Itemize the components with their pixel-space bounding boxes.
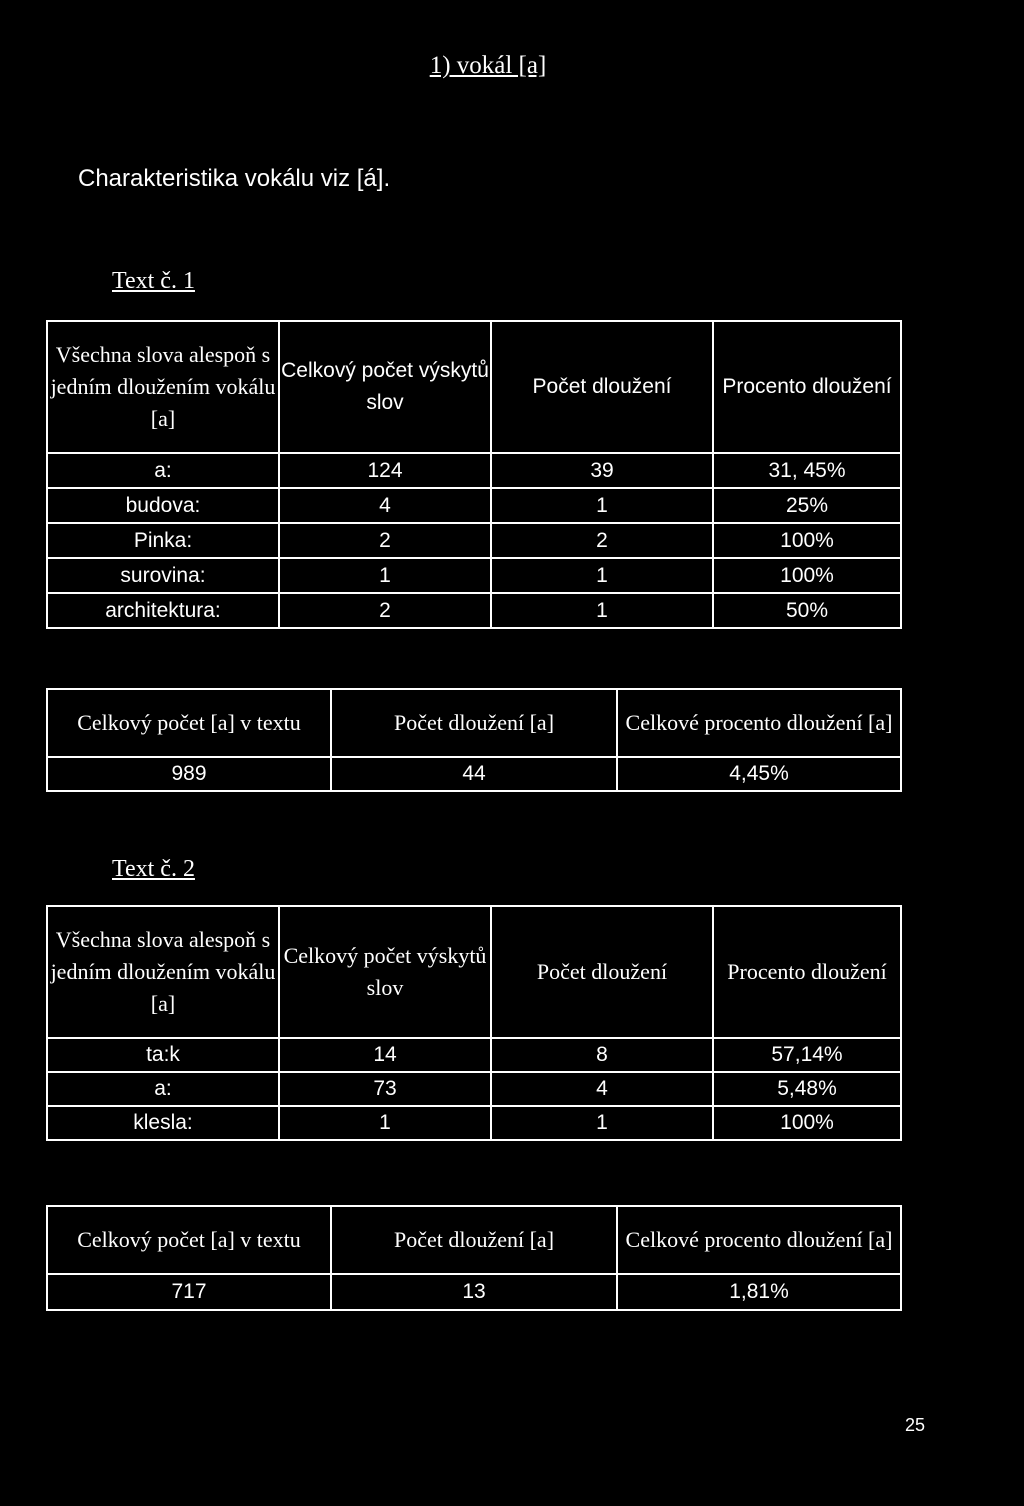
total-percent-value: 1,81% <box>617 1274 901 1310</box>
header-all-words: Všechna slova alespoň s jedním dloužením vokálu [a] <box>47 906 279 1038</box>
percent-cell: 100% <box>713 1106 901 1140</box>
header-total-count: Celkový počet výskytů slov <box>279 321 491 453</box>
total-a-value: 989 <box>47 757 331 791</box>
header-lengthening-count: Počet dloužení <box>491 906 713 1038</box>
text2-summary-table <box>46 1205 902 1311</box>
word-cell: klesla: <box>47 1106 279 1140</box>
intro-text: Charakteristika vokálu viz [á]. <box>78 165 391 192</box>
table-header-row <box>47 321 901 453</box>
percent-cell: 25% <box>713 488 901 523</box>
percent-cell: 100% <box>713 558 901 593</box>
word-cell: a: <box>47 453 279 488</box>
header-total-a: Celkový počet [a] v textu <box>47 1206 331 1274</box>
page-heading: 1) vokál [a] <box>429 52 547 79</box>
word-cell: surovina: <box>47 558 279 593</box>
lengthening-cell: 2 <box>491 523 713 558</box>
header-total-count: Celkový počet výskytů slov <box>279 906 491 1038</box>
header-lengthening-percent: Procento dloužení <box>713 321 901 453</box>
percent-cell: 31, 45% <box>713 453 901 488</box>
lengthening-a-value: 44 <box>331 757 617 791</box>
table-row <box>47 1072 901 1106</box>
count-cell: 2 <box>279 593 491 628</box>
table-row <box>47 453 901 488</box>
summary-header-row <box>47 689 901 757</box>
lengthening-cell: 8 <box>491 1038 713 1072</box>
header-total-a: Celkový počet [a] v textu <box>47 689 331 757</box>
word-cell: ta:k <box>47 1038 279 1072</box>
lengthening-cell: 1 <box>491 1106 713 1140</box>
lengthening-cell: 4 <box>491 1072 713 1106</box>
count-cell: 1 <box>279 1106 491 1140</box>
count-cell: 124 <box>279 453 491 488</box>
word-cell: a: <box>47 1072 279 1106</box>
lengthening-cell: 1 <box>491 593 713 628</box>
header-total-percent: Celkové procento dloužení [a] <box>617 689 901 757</box>
header-lengthening-count: Počet dloužení <box>491 321 713 453</box>
word-cell: Pinka: <box>47 523 279 558</box>
summary-row <box>47 1274 901 1310</box>
page-number: 25 <box>905 1415 926 1435</box>
text2-title: Text č. 2 <box>112 856 195 882</box>
summary-header-row <box>47 1206 901 1274</box>
table-row <box>47 523 901 558</box>
header-lengthening-a: Počet dloužení [a] <box>331 1206 617 1274</box>
count-cell: 1 <box>279 558 491 593</box>
percent-cell: 50% <box>713 593 901 628</box>
header-lengthening-percent: Procento dloužení <box>713 906 901 1038</box>
text2-words-table <box>46 905 902 1141</box>
text1-words-table <box>46 320 902 629</box>
percent-cell: 100% <box>713 523 901 558</box>
total-a-value: 717 <box>47 1274 331 1310</box>
percent-cell: 57,14% <box>713 1038 901 1072</box>
table-row <box>47 558 901 593</box>
lengthening-cell: 1 <box>491 558 713 593</box>
table-row <box>47 488 901 523</box>
percent-cell: 5,48% <box>713 1072 901 1106</box>
count-cell: 4 <box>279 488 491 523</box>
summary-row <box>47 757 901 791</box>
header-all-words: Všechna slova alespoň s jedním dloužením vokálu [a] <box>47 321 279 453</box>
table-row <box>47 1038 901 1072</box>
header-lengthening-a: Počet dloužení [a] <box>331 689 617 757</box>
lengthening-cell: 39 <box>491 453 713 488</box>
table-row <box>47 593 901 628</box>
table-row <box>47 1106 901 1140</box>
table-header-row <box>47 906 901 1038</box>
count-cell: 73 <box>279 1072 491 1106</box>
count-cell: 2 <box>279 523 491 558</box>
lengthening-cell: 1 <box>491 488 713 523</box>
word-cell: budova: <box>47 488 279 523</box>
word-cell: architektura: <box>47 593 279 628</box>
count-cell: 14 <box>279 1038 491 1072</box>
header-total-percent: Celkové procento dloužení [a] <box>617 1206 901 1274</box>
total-percent-value: 4,45% <box>617 757 901 791</box>
text1-summary-table <box>46 688 902 792</box>
lengthening-a-value: 13 <box>331 1274 617 1310</box>
text1-title: Text č. 1 <box>112 268 195 294</box>
